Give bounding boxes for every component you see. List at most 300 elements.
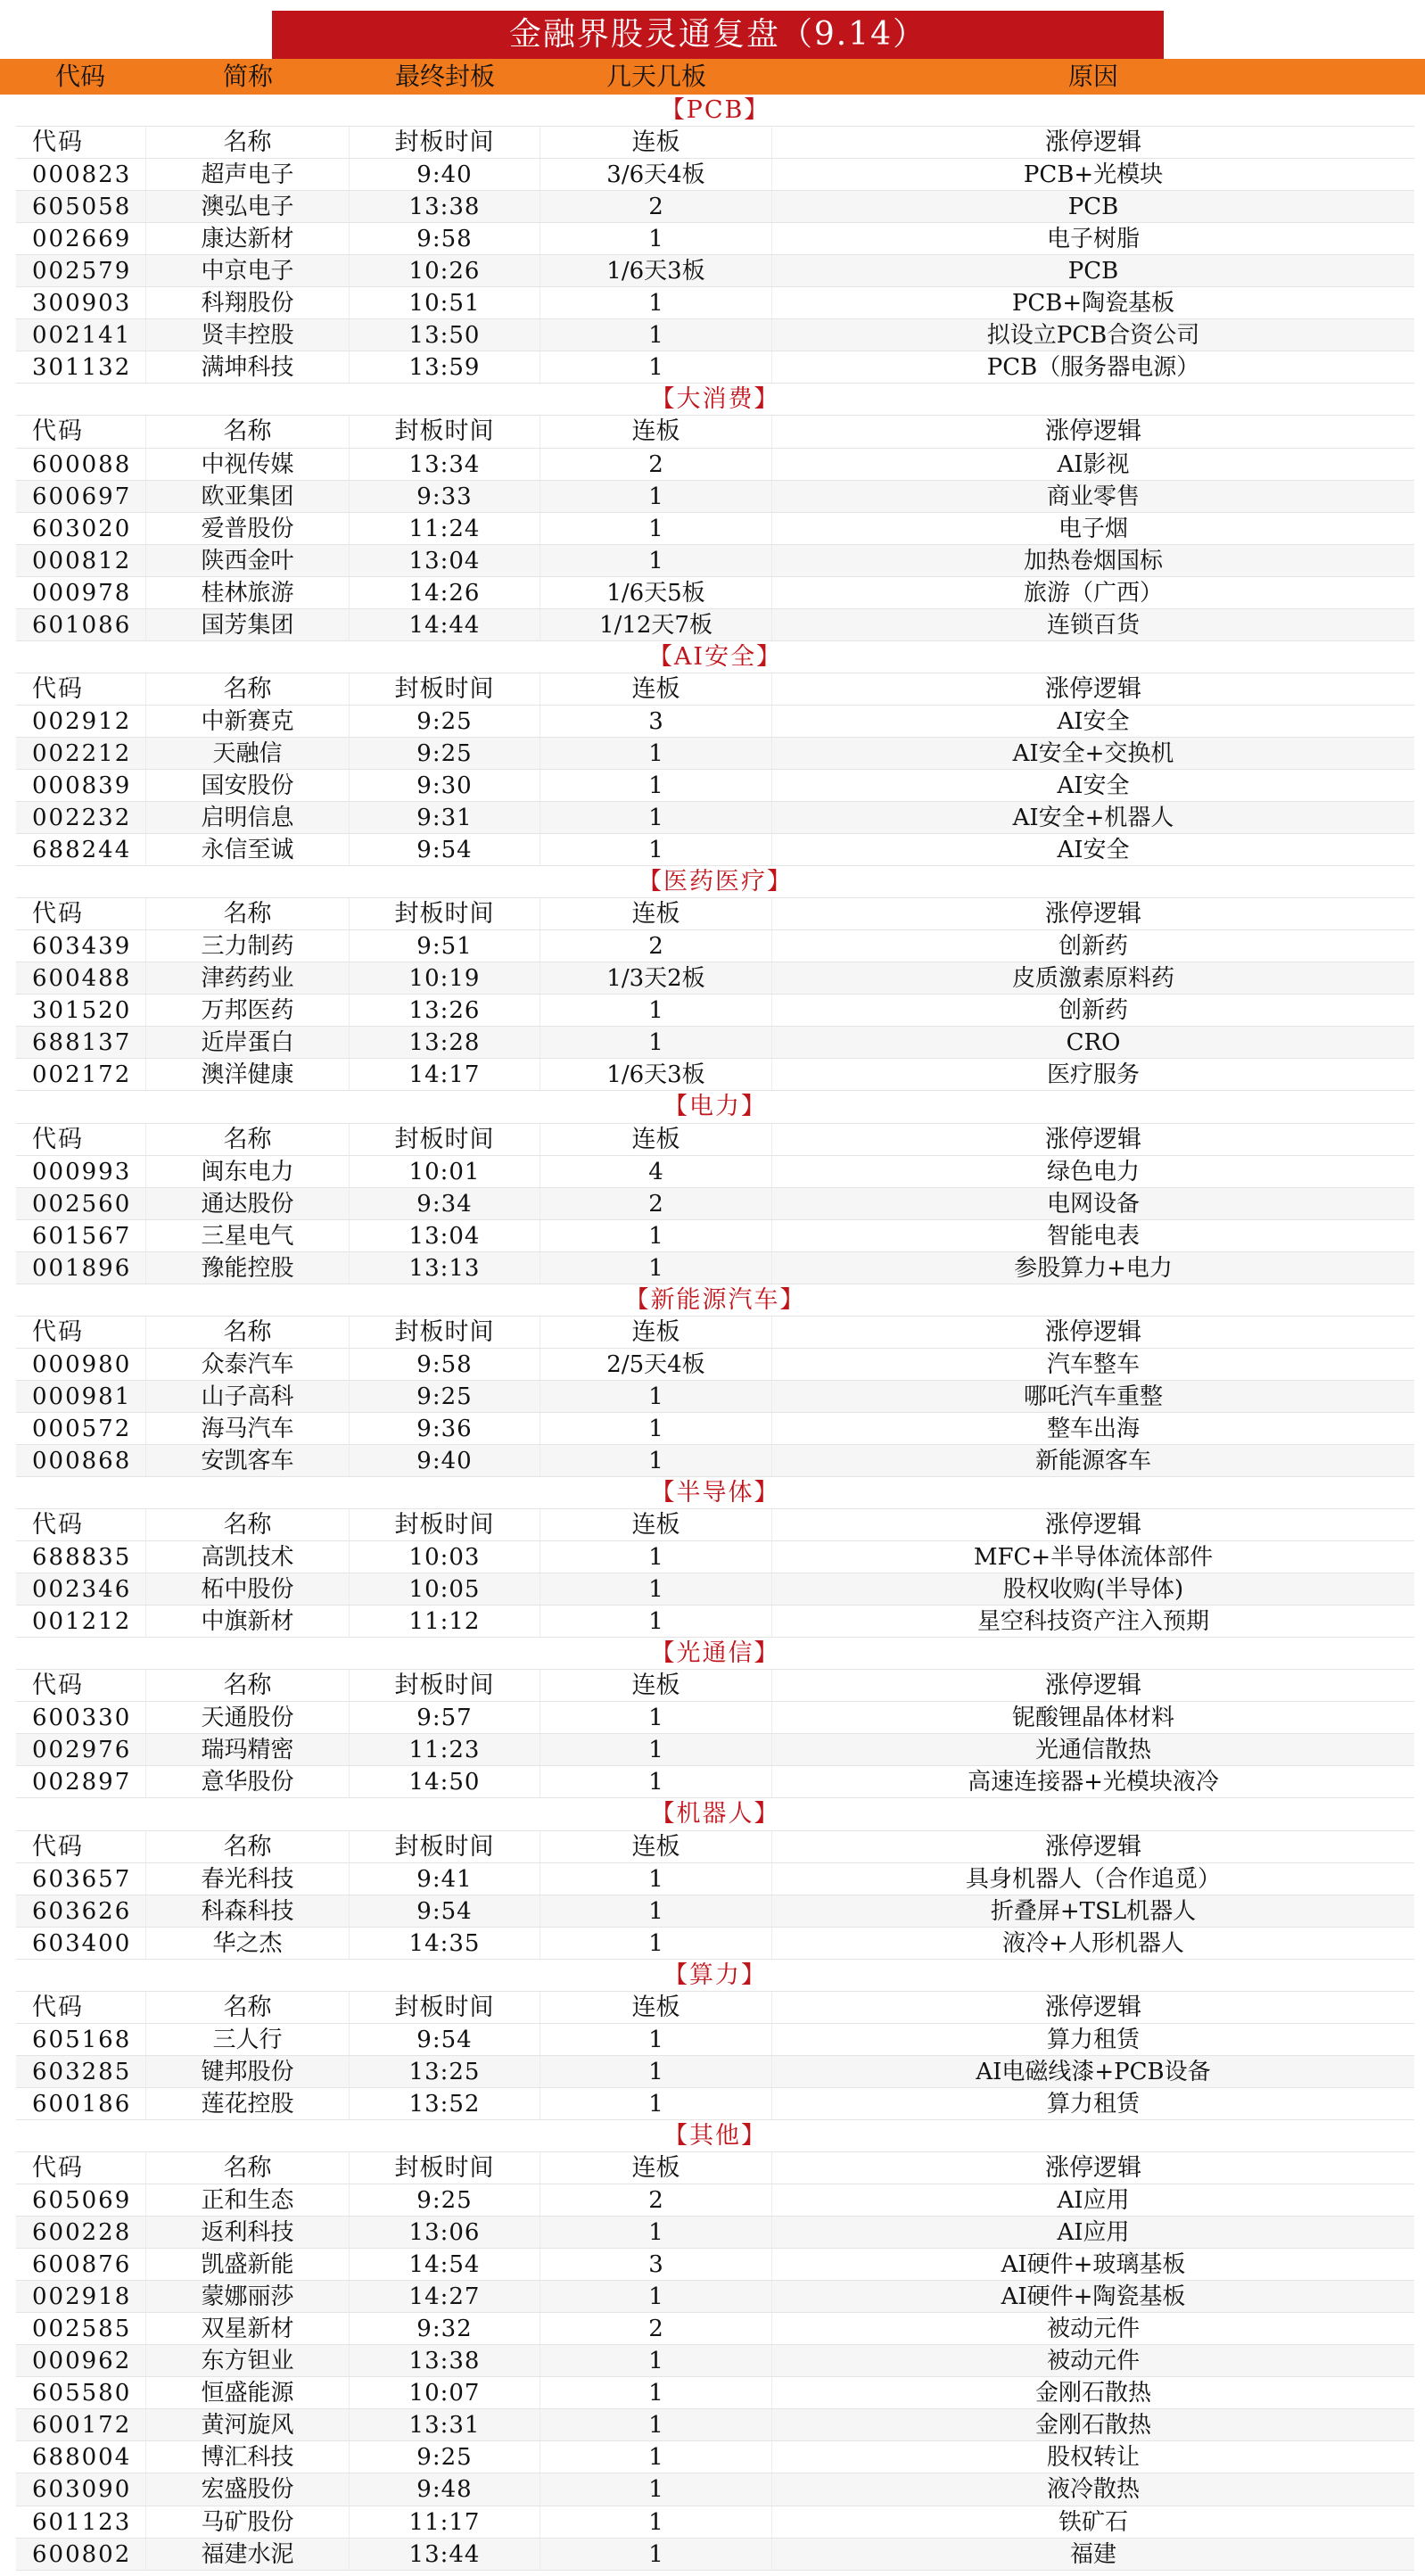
cell-seal-time: 9:41 [350,1863,540,1895]
section-title: 【其他】 [16,2120,1414,2152]
cell-name: 通达股份 [146,1188,350,1219]
cell-name: 蒙娜丽莎 [146,2281,350,2312]
cell-code: 603626 [16,1895,146,1927]
cell-code: 002579 [16,255,146,286]
cell-code: 603439 [16,930,146,962]
cell-logic: AI安全+机器人 [1012,805,1174,832]
section-title: 【新能源汽车】 [16,1284,1414,1317]
header-reason: 原因 [1067,62,1118,91]
table-row [16,481,1414,513]
cell-code: 601123 [16,2506,146,2538]
cell-logic: MFC+半导体流体部件 [973,1544,1214,1572]
cell-seal-time: 14:26 [350,577,540,608]
cell-logic: 铌酸锂晶体材料 [1011,1705,1174,1732]
colhead-code: 代码 [16,673,146,705]
cell-seal-time: 13:52 [350,2088,540,2119]
colhead-streak: 连板 [540,898,772,929]
cell-code: 002346 [16,1573,146,1605]
section-title: 【半导体】 [16,1477,1414,1509]
cell-streak: 1 [540,770,772,801]
cell-logic: 星空科技资产注入预期 [976,1608,1209,1636]
cell-streak: 2 [540,1188,772,1219]
cell-name: 柘中股份 [146,1573,350,1605]
cell-name: 双星新材 [146,2313,350,2344]
cell-code: 002669 [16,223,146,254]
cell-logic: 旅游（广西） [1023,579,1163,607]
cell-seal-time: 14:44 [350,609,540,640]
cell-logic: 创新药 [1058,997,1128,1025]
cell-name: 津药药业 [146,962,350,994]
table-row [16,449,1414,481]
cell-code: 000868 [16,1445,146,1476]
table-row [16,2184,1414,2217]
colhead-code: 代码 [16,127,146,158]
colhead-seal-time: 封板时间 [350,1317,540,1348]
table-row [16,1349,1414,1381]
cell-name: 永信至诚 [146,834,350,865]
cell-logic: 连锁百货 [1046,611,1140,639]
cell-name: 恒盛能源 [146,2377,350,2408]
colhead-code: 代码 [16,1670,146,1701]
colhead-streak: 连板 [540,673,772,705]
cell-seal-time: 9:54 [350,2024,540,2055]
cell-name: 宏盛股份 [146,2473,350,2505]
page-title: 金融界股灵通复盘（9.14） [272,11,1164,59]
section-column-header [16,2152,1414,2184]
cell-streak: 2 [540,2184,772,2216]
cell-code: 000993 [16,1156,146,1187]
cell-seal-time: 13:06 [350,2217,540,2248]
cell-code: 688835 [16,1541,146,1573]
cell-logic: CRO [1066,1029,1121,1057]
cell-logic: 福建 [1069,2540,1116,2568]
cell-name: 三星电气 [146,1220,350,1251]
cell-code: 601086 [16,609,146,640]
table-row [16,319,1414,351]
section-title: 【算力】 [16,1960,1414,1992]
cell-logic: 电子烟 [1058,515,1128,542]
cell-code: 603657 [16,1863,146,1895]
cell-seal-time: 10:51 [350,287,540,318]
cell-logic: AI影视 [1057,450,1130,478]
cell-seal-time: 9:33 [350,481,540,512]
cell-code: 000823 [16,159,146,190]
cell-logic: AI硬件+陶瓷基板 [1001,2283,1186,2311]
cell-logic: PCB [1067,258,1119,285]
cell-name: 中京电子 [146,255,350,286]
section-column-header [16,1317,1414,1349]
cell-logic: 智能电表 [1046,1222,1140,1250]
cell-code: 002172 [16,1059,146,1090]
column-header-bar [0,59,1425,95]
cell-streak: 1 [540,1027,772,1058]
cell-seal-time: 13:38 [350,2345,540,2376]
cell-seal-time: 9:25 [350,1381,540,1412]
cell-name: 康达新材 [146,223,350,254]
colhead-streak: 连板 [540,1670,772,1701]
cell-streak: 2 [540,2313,772,2344]
colhead-logic: 涨停逻辑 [1045,1125,1141,1153]
cell-streak: 4 [540,1156,772,1187]
table-row [16,1445,1414,1477]
cell-logic: PCB+陶瓷基板 [1011,290,1175,318]
cell-name: 返利科技 [146,2217,350,2248]
cell-seal-time: 9:58 [350,223,540,254]
table-row [16,513,1414,545]
cell-seal-time: 13:13 [350,1252,540,1284]
colhead-name: 名称 [146,1124,350,1155]
colhead-name: 名称 [146,1992,350,2023]
table-row [16,1059,1414,1091]
cell-seal-time: 9:32 [350,2313,540,2344]
cell-seal-time: 13:44 [350,2539,540,2570]
colhead-streak: 连板 [540,1317,772,1348]
cell-name: 万邦医药 [146,995,350,1026]
table-row [16,2056,1414,2088]
cell-code: 603285 [16,2056,146,2087]
cell-name: 马矿股份 [146,2506,350,2538]
cell-name: 海马汽车 [146,1413,350,1444]
table-row [16,1895,1414,1928]
cell-seal-time: 9:54 [350,1895,540,1927]
table-row [16,255,1414,287]
cell-logic: AI硬件+玻璃基板 [1001,2251,1186,2279]
cell-code: 002976 [16,1734,146,1765]
section-column-header [16,1509,1414,1541]
cell-seal-time: 14:50 [350,1766,540,1797]
cell-seal-time: 13:28 [350,1027,540,1058]
cell-seal-time: 13:31 [350,2409,540,2440]
cell-streak: 1 [540,223,772,254]
cell-streak: 1 [540,1573,772,1605]
colhead-name: 名称 [146,673,350,705]
cell-streak: 1 [540,1606,772,1637]
table-row [16,962,1414,995]
colhead-seal-time: 封板时间 [350,1670,540,1701]
cell-logic: 参股算力+电力 [1014,1254,1173,1282]
cell-streak: 1 [540,1863,772,1895]
cell-code: 603020 [16,513,146,544]
cell-name: 闽东电力 [146,1156,350,1187]
cell-name: 键邦股份 [146,2056,350,2087]
cell-seal-time: 9:25 [350,2184,540,2216]
cell-logic: 被动元件 [1046,2316,1140,2343]
table-row [16,995,1414,1027]
cell-logic: 皮质激素原料药 [1011,965,1174,993]
colhead-code: 代码 [16,898,146,929]
table-row [16,1541,1414,1573]
cell-logic: 创新药 [1058,933,1128,961]
cell-seal-time: 9:51 [350,930,540,962]
cell-seal-time: 14:27 [350,2281,540,2312]
table-row [16,2281,1414,2313]
section-column-header [16,416,1414,448]
cell-code: 600228 [16,2217,146,2248]
colhead-code: 代码 [16,2152,146,2184]
colhead-logic: 涨停逻辑 [1045,900,1141,929]
header-short-name: 简称 [222,62,273,91]
table-row [16,2409,1414,2441]
table-row [16,1156,1414,1188]
table-row [16,1027,1414,1059]
cell-seal-time: 13:04 [350,545,540,576]
cell-name: 黄河旋风 [146,2409,350,2440]
table-row [16,834,1414,866]
table-row [16,191,1414,223]
colhead-seal-time: 封板时间 [350,1124,540,1155]
cell-code: 002141 [16,319,146,351]
table-row [16,545,1414,577]
cell-logic: 医疗服务 [1046,1061,1140,1089]
cell-code: 600172 [16,2409,146,2440]
colhead-seal-time: 封板时间 [350,1509,540,1540]
cell-name: 中视传媒 [146,449,350,480]
cell-streak: 1 [540,513,772,544]
cell-seal-time: 9:40 [350,1445,540,1476]
colhead-logic: 涨停逻辑 [1045,1672,1141,1700]
colhead-logic: 涨停逻辑 [1045,1832,1141,1861]
cell-code: 600876 [16,2249,146,2280]
cell-code: 000980 [16,1349,146,1380]
cell-seal-time: 14:35 [350,1928,540,1959]
cell-seal-time: 10:05 [350,1573,540,1605]
cell-code: 002897 [16,1766,146,1797]
cell-logic: AI安全 [1057,772,1130,799]
colhead-seal-time: 封板时间 [350,127,540,158]
cell-streak: 1 [540,1928,772,1959]
colhead-streak: 连板 [540,1509,772,1540]
cell-streak: 2 [540,449,772,480]
cell-seal-time: 9:30 [350,770,540,801]
section-column-header [16,898,1414,930]
cell-name: 超声电子 [146,159,350,190]
table-row [16,2217,1414,2249]
cell-seal-time: 9:57 [350,1702,540,1733]
cell-streak: 1 [540,319,772,351]
cell-seal-time: 9:34 [350,1188,540,1219]
cell-code: 000962 [16,2345,146,2376]
cell-streak: 1 [540,2088,772,2119]
table-row [16,1928,1414,1960]
cell-name: 爱普股份 [146,513,350,544]
section-title: 【AI安全】 [16,641,1414,673]
cell-logic: 液冷+人形机器人 [1002,1929,1184,1957]
cell-name: 春光科技 [146,1863,350,1895]
cell-streak: 1 [540,1734,772,1765]
cell-seal-time: 9:48 [350,2473,540,2505]
cell-code: 001896 [16,1252,146,1284]
table-row [16,2506,1414,2539]
cell-code: 603090 [16,2473,146,2505]
colhead-code: 代码 [16,1509,146,1540]
table-row [16,1702,1414,1734]
section-title: 【PCB】 [16,95,1414,127]
cell-logic: 拟设立PCB合资公司 [986,322,1200,350]
table-row [16,770,1414,802]
cell-streak: 2/5天4板 [540,1349,772,1380]
cell-logic: 具身机器人（合作追觅） [965,1865,1221,1893]
cell-seal-time: 13:04 [350,1220,540,1251]
cell-streak: 1 [540,1381,772,1412]
section-column-header [16,673,1414,706]
cell-name: 华之杰 [146,1928,350,1959]
cell-code: 601567 [16,1220,146,1251]
cell-code: 600186 [16,2088,146,2119]
table-row [16,1766,1414,1798]
cell-streak: 1 [540,2506,772,2538]
cell-name: 高凯技术 [146,1541,350,1573]
cell-streak: 1 [540,2217,772,2248]
cell-streak: 1/6天3板 [540,1059,772,1090]
cell-name: 莲花控股 [146,2088,350,2119]
colhead-name: 名称 [146,1831,350,1862]
cell-streak: 1 [540,1445,772,1476]
cell-logic: 电网设备 [1046,1190,1140,1218]
cell-name: 科森科技 [146,1895,350,1927]
colhead-name: 名称 [146,416,350,447]
cell-name: 澳洋健康 [146,1059,350,1090]
cell-code: 688244 [16,834,146,865]
cell-logic: 加热卷烟国标 [1023,547,1163,574]
colhead-name: 名称 [146,1317,350,1348]
table-row [16,159,1414,191]
colhead-logic: 涨停逻辑 [1045,2154,1141,2182]
cell-streak: 1 [540,1220,772,1251]
cell-name: 安凯客车 [146,1445,350,1476]
cell-name: 三力制药 [146,930,350,962]
cell-streak: 1 [540,738,772,769]
cell-logic: 电子树脂 [1046,226,1140,253]
colhead-code: 代码 [16,1831,146,1862]
cell-code: 688004 [16,2441,146,2473]
colhead-streak: 连板 [540,1992,772,2023]
cell-code: 600088 [16,449,146,480]
cell-name: 桂林旅游 [146,577,350,608]
colhead-code: 代码 [16,1992,146,2023]
cell-streak: 1 [540,2539,772,2570]
table-row [16,1734,1414,1766]
cell-seal-time: 10:01 [350,1156,540,1187]
cell-name: 意华股份 [146,1766,350,1797]
cell-name: 众泰汽车 [146,1349,350,1380]
cell-name: 东方钽业 [146,2345,350,2376]
cell-logic: 绿色电力 [1046,1158,1140,1185]
colhead-seal-time: 封板时间 [350,673,540,705]
cell-code: 600802 [16,2539,146,2570]
cell-name: 中新赛克 [146,706,350,737]
cell-logic: PCB+光模块 [1023,161,1164,189]
cell-code: 000981 [16,1381,146,1412]
colhead-logic: 涨停逻辑 [1045,1993,1141,2021]
colhead-code: 代码 [16,1317,146,1348]
cell-seal-time: 9:31 [350,802,540,833]
cell-code: 688137 [16,1027,146,1058]
cell-name: 豫能控股 [146,1252,350,1284]
cell-logic: PCB（服务器电源） [986,354,1200,382]
cell-name: 瑞玛精密 [146,1734,350,1765]
cell-name: 满坤科技 [146,351,350,383]
table-row [16,2024,1414,2056]
cell-streak: 1 [540,1766,772,1797]
colhead-name: 名称 [146,898,350,929]
cell-logic: 金刚石散热 [1034,2380,1151,2407]
cell-streak: 1 [540,802,772,833]
limit-up-table [16,95,1414,2571]
table-row [16,738,1414,770]
cell-seal-time: 13:50 [350,319,540,351]
cell-streak: 1 [540,995,772,1026]
cell-code: 001212 [16,1606,146,1637]
cell-streak: 1 [540,1702,772,1733]
cell-code: 000572 [16,1413,146,1444]
cell-code: 002560 [16,1188,146,1219]
cell-seal-time: 11:12 [350,1606,540,1637]
section-title: 【机器人】 [16,1798,1414,1830]
table-row [16,1606,1414,1638]
cell-logic: PCB [1067,194,1119,221]
colhead-streak: 连板 [540,1831,772,1862]
cell-code: 301132 [16,351,146,383]
cell-name: 博汇科技 [146,2441,350,2473]
cell-streak: 3 [540,706,772,737]
cell-logic: 整车出海 [1046,1415,1140,1442]
cell-streak: 2 [540,930,772,962]
cell-name: 福建水泥 [146,2539,350,2570]
table-row [16,2088,1414,2120]
colhead-streak: 连板 [540,1124,772,1155]
cell-name: 国芳集团 [146,609,350,640]
table-row [16,930,1414,962]
colhead-name: 名称 [146,1670,350,1701]
cell-code: 002232 [16,802,146,833]
cell-streak: 1/12天7板 [540,609,772,640]
header-days-boards: 几天几板 [605,62,706,91]
table-row [16,2441,1414,2473]
cell-streak: 1 [540,287,772,318]
cell-seal-time: 11:17 [350,2506,540,2538]
cell-streak: 3/6天4板 [540,159,772,190]
cell-code: 002912 [16,706,146,737]
table-row [16,1413,1414,1445]
cell-seal-time: 9:36 [350,1413,540,1444]
cell-name: 陕西金叶 [146,545,350,576]
cell-seal-time: 10:03 [350,1541,540,1573]
table-row [16,2377,1414,2409]
cell-seal-time: 11:23 [350,1734,540,1765]
cell-logic: 金刚石散热 [1034,2412,1151,2440]
cell-streak: 1 [540,2409,772,2440]
cell-seal-time: 13:34 [350,449,540,480]
section-title: 【大消费】 [16,384,1414,416]
cell-code: 605069 [16,2184,146,2216]
cell-logic: 汽车整车 [1046,1350,1140,1378]
cell-name: 中旗新材 [146,1606,350,1637]
cell-code: 600330 [16,1702,146,1733]
section-column-header [16,127,1414,159]
cell-code: 002918 [16,2281,146,2312]
cell-streak: 3 [540,2249,772,2280]
section-column-header [16,1992,1414,2024]
cell-streak: 2 [540,191,772,222]
table-row [16,2313,1414,2345]
table-row [16,351,1414,384]
colhead-seal-time: 封板时间 [350,898,540,929]
cell-streak: 1 [540,2056,772,2087]
cell-logic: AI安全 [1057,707,1130,735]
cell-streak: 1 [540,2377,772,2408]
cell-name: 贤丰控股 [146,319,350,351]
colhead-name: 名称 [146,1509,350,1540]
